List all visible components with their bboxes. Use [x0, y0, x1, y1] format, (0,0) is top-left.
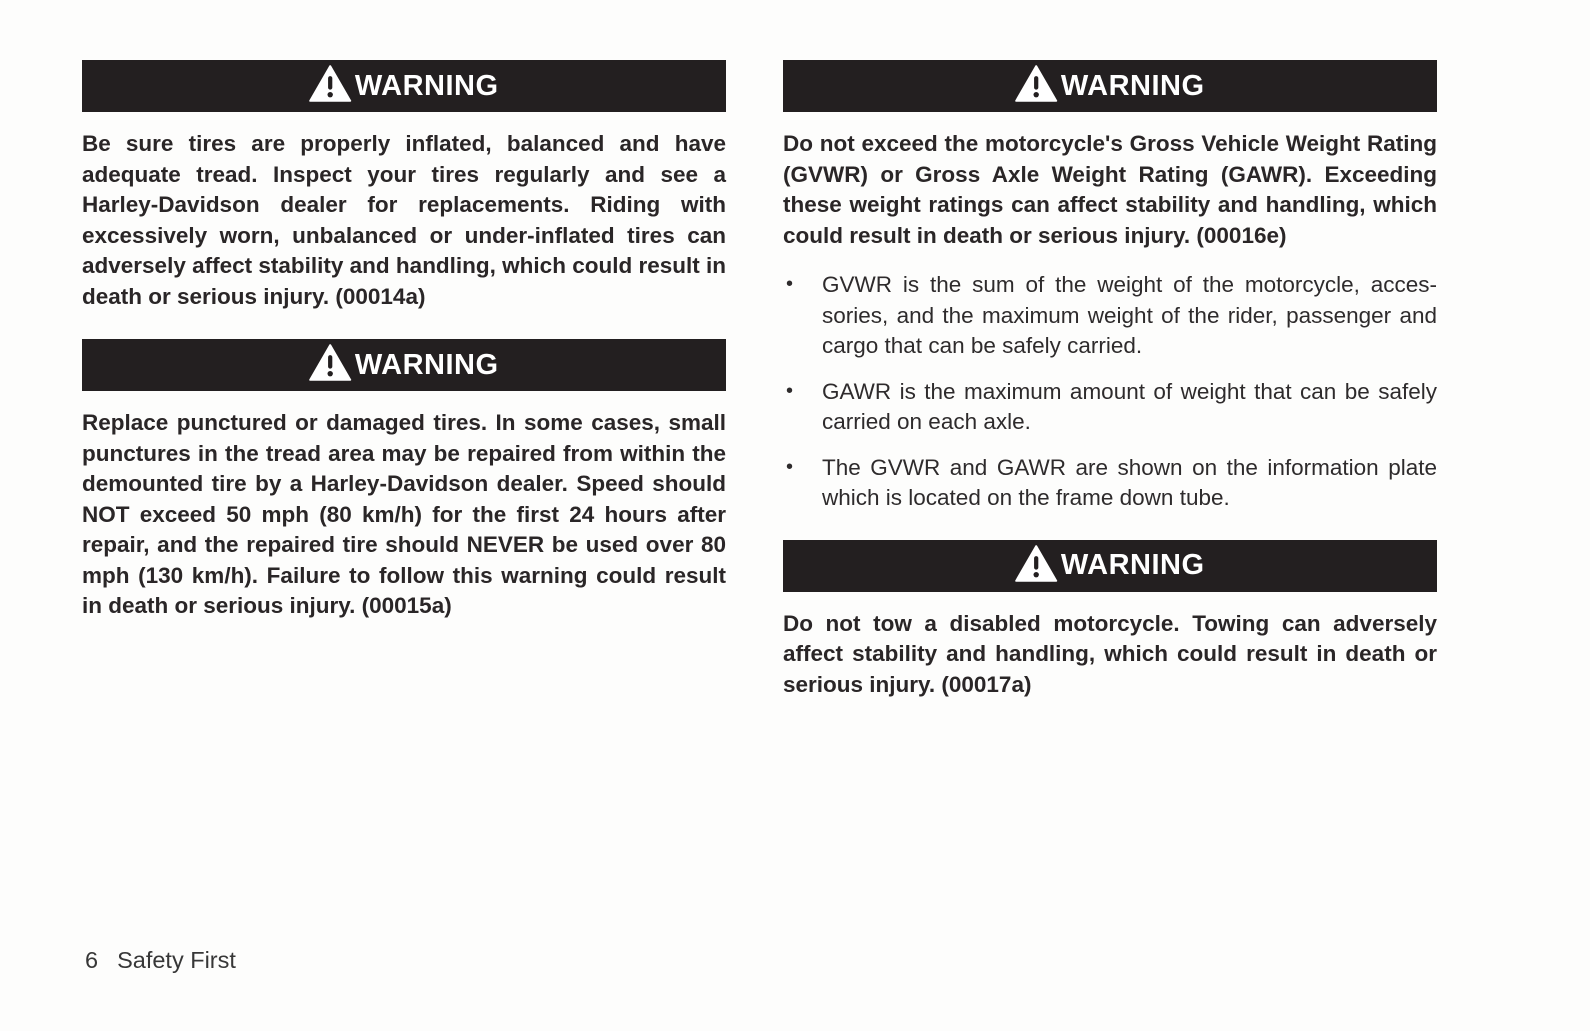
- warning-text-tires-inflation: Be sure tires are properly inflated, balanced and have adequate tread. Inspect your tires regularly and see a Harley-Davidson dealer for replacements. Riding with excessively worn, unbalanced or under-inflated tires can adversely affect stability and handling, which could result in death or serious injury. (00014a): [82, 131, 726, 309]
- page-number: 6: [85, 947, 99, 973]
- warning-triangle-icon: [309, 349, 351, 381]
- warning-banner: [783, 540, 1437, 592]
- warning-banner: [82, 339, 726, 391]
- warning-banner: [783, 60, 1437, 112]
- warning-banner-label: WARNING: [1060, 549, 1205, 581]
- warning-banner: [82, 60, 726, 112]
- warning-banner-label: WARNING: [1060, 69, 1205, 102]
- bullet-text-gvwr-definition: GVWR is the sum of the weight of the motorcycle, accessories, and the maximum weight of the rider, passenger and cargo that can be safely carried.: [822, 272, 1437, 358]
- warning-banner-label: WARNING: [354, 348, 499, 381]
- warning-text-towing: Do not tow a disabled motorcycle. Towing can adversely affect stability and handling, which could result in death or serious injury. (00017a): [783, 610, 1437, 697]
- bullet-text-gawr-definition: GAWR is the maximum amount of weight that can be safely carried on each axle.: [822, 378, 1437, 434]
- page-footer: [85, 947, 236, 974]
- list-item: [783, 453, 1437, 514]
- warning-banner-label: WARNING: [354, 69, 499, 102]
- bullet-icon: •: [786, 455, 794, 478]
- list-item: [783, 270, 1437, 362]
- list-item: [783, 377, 1437, 438]
- warning-text-punctured-tires: Replace punctured or damaged tires. In some cases, small punctures in the tread area may be repaired from within the demounted tire by a Harley-Davidson dealer. Speed should NOT exceed 50 mph (80 km/h) for the first 24 hours after repair, and the repaired tire should NEVER be used over 80 mph (130 km/h). Failure to follow this warning could result in death or serious injury. (00015a): [82, 410, 726, 618]
- warning-triangle-icon: [309, 70, 351, 102]
- left-column: [82, 60, 726, 622]
- warning-triangle-icon: [1015, 550, 1057, 582]
- weight-rating-bullet-list: [783, 270, 1437, 514]
- warning-triangle-icon: [1015, 70, 1057, 102]
- bullet-icon: •: [786, 273, 794, 295]
- section-title: Safety First: [117, 947, 236, 973]
- right-column: [783, 60, 1437, 700]
- bullet-text-information-plate: The GVWR and GAWR are shown on the information plate which is located on the frame down tube.: [822, 454, 1437, 510]
- warning-text-weight-ratings: Do not exceed the motorcycle's Gross Vehicle Weight Rating (GVWR) or Gross Axle Weight Rating (GAWR). Exceeding these weight ratings can affect stability and handling, which could result in death or serious injury. (00016e): [783, 131, 1437, 248]
- bullet-icon: •: [786, 379, 794, 402]
